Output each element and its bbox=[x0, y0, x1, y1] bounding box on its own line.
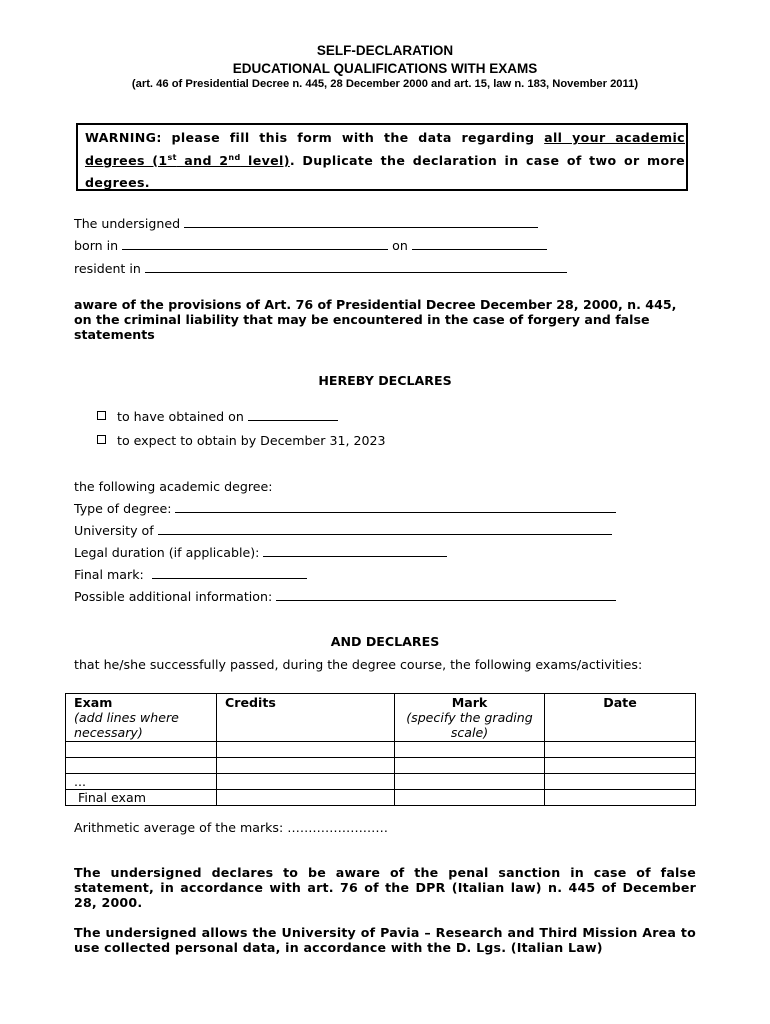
duration-field[interactable] bbox=[263, 545, 447, 557]
obtained-date-field[interactable] bbox=[248, 409, 338, 421]
date-cell[interactable] bbox=[545, 742, 696, 758]
table-row bbox=[66, 758, 696, 774]
exam-cell[interactable]: ... bbox=[66, 774, 217, 790]
average-marks: Arithmetic average of the marks: …………………… bbox=[74, 820, 388, 835]
awareness-statement: aware of the provisions of Art. 76 of Presidential Decree December 28, 2000, n. 445, on the criminal liability that may be encountered in the case of forgery and false statements bbox=[74, 297, 677, 342]
birth-row bbox=[74, 238, 547, 253]
table-header-row bbox=[66, 694, 696, 742]
additional-info-row bbox=[74, 589, 616, 604]
warning-suffix: . Duplicate the declaration in case of two or more degrees. bbox=[85, 152, 685, 190]
exam-cell[interactable] bbox=[66, 742, 217, 758]
warning-underlined-c: level) bbox=[240, 152, 290, 168]
exam-header bbox=[66, 694, 217, 742]
undersigned-label: The undersigned bbox=[74, 216, 181, 231]
credits-cell[interactable] bbox=[217, 790, 395, 806]
exams-intro: that he/she successfully passed, during the degree course, the following exams/activities: bbox=[74, 657, 643, 672]
credits-cell[interactable] bbox=[217, 758, 395, 774]
document-subtitle: EDUCATIONAL QUALIFICATIONS WITH EXAMS bbox=[232, 61, 538, 76]
date-cell[interactable] bbox=[545, 774, 696, 790]
resident-field[interactable] bbox=[145, 261, 567, 273]
final-mark-field[interactable] bbox=[152, 567, 307, 579]
final-exam-cell[interactable]: Final exam bbox=[66, 790, 217, 806]
final-mark-row bbox=[74, 567, 307, 582]
undersigned-row bbox=[74, 216, 538, 231]
privacy-statement: The undersigned allows the University of Pavia – Research and Third Mission Area to use collected personal data, in accordance with the D. Lgs. (Italian Law) bbox=[74, 925, 696, 955]
birthplace-field[interactable] bbox=[122, 238, 388, 250]
mark-header bbox=[395, 694, 545, 742]
degree-type-field[interactable] bbox=[175, 501, 616, 513]
mark-header-label: Mark bbox=[451, 695, 488, 710]
mark-cell[interactable] bbox=[395, 790, 545, 806]
exam-header-note: (add lines where necessary) bbox=[74, 710, 179, 740]
additional-info-field[interactable] bbox=[276, 589, 616, 601]
date-cell[interactable] bbox=[545, 790, 696, 806]
credits-cell[interactable] bbox=[217, 774, 395, 790]
warning-text bbox=[85, 127, 685, 195]
birthdate-field[interactable] bbox=[412, 238, 547, 250]
exam-header-label: Exam bbox=[74, 695, 113, 710]
option-obtained bbox=[97, 409, 338, 424]
table-row bbox=[66, 790, 696, 806]
table-row bbox=[66, 774, 696, 790]
obtained-checkbox[interactable] bbox=[97, 411, 106, 420]
mark-cell[interactable] bbox=[395, 774, 545, 790]
warning-sup1: st bbox=[167, 152, 177, 162]
university-label: University of bbox=[74, 523, 154, 538]
legal-reference: (art. 46 of Presidential Decree n. 445, 28 December 2000 and art. 15, law n. 183, November 2011) bbox=[131, 78, 639, 90]
credits-header: Credits bbox=[217, 694, 395, 742]
mark-cell[interactable] bbox=[395, 758, 545, 774]
undersigned-field[interactable] bbox=[184, 216, 538, 228]
resident-row bbox=[74, 261, 567, 276]
expect-checkbox[interactable] bbox=[97, 435, 106, 444]
date-cell[interactable] bbox=[545, 758, 696, 774]
warning-sup2: nd bbox=[228, 152, 241, 162]
final-mark-label: Final mark: bbox=[74, 567, 144, 582]
option-expect bbox=[97, 433, 386, 448]
duration-label: Legal duration (if applicable): bbox=[74, 545, 260, 560]
mark-header-note: (specify the grading scale) bbox=[406, 710, 533, 740]
table-row bbox=[66, 742, 696, 758]
and-declares-heading: AND DECLARES bbox=[330, 634, 440, 649]
exams-table bbox=[65, 693, 696, 806]
degree-intro: the following academic degree: bbox=[74, 479, 273, 494]
obtained-label: to have obtained on bbox=[117, 409, 244, 424]
degree-type-row bbox=[74, 501, 616, 516]
penal-statement: The undersigned declares to be aware of the penal sanction in case of false statement, in accordance with art. 76 of the DPR (Italian law) n. 445 of December 28, 2000. bbox=[74, 865, 696, 910]
expect-label: to expect to obtain by December 31, 2023 bbox=[117, 433, 386, 448]
duration-row bbox=[74, 545, 447, 560]
warning-prefix: WARNING: please fill this form with the data regarding bbox=[85, 130, 545, 145]
resident-label: resident in bbox=[74, 261, 141, 276]
credits-cell[interactable] bbox=[217, 742, 395, 758]
on-label: on bbox=[392, 238, 408, 253]
warning-underlined-a: all your academic degrees (1 bbox=[85, 130, 685, 168]
university-row bbox=[74, 523, 612, 538]
hereby-declares-heading: HEREBY DECLARES bbox=[318, 373, 452, 388]
document-title: SELF-DECLARATION bbox=[316, 43, 454, 58]
exam-cell[interactable] bbox=[66, 758, 217, 774]
warning-underlined-b: and 2 bbox=[176, 152, 229, 168]
born-label: born in bbox=[74, 238, 119, 253]
additional-info-label: Possible additional information: bbox=[74, 589, 273, 604]
mark-cell[interactable] bbox=[395, 742, 545, 758]
university-field[interactable] bbox=[158, 523, 612, 535]
degree-type-label: Type of degree: bbox=[74, 501, 172, 516]
date-header: Date bbox=[545, 694, 696, 742]
